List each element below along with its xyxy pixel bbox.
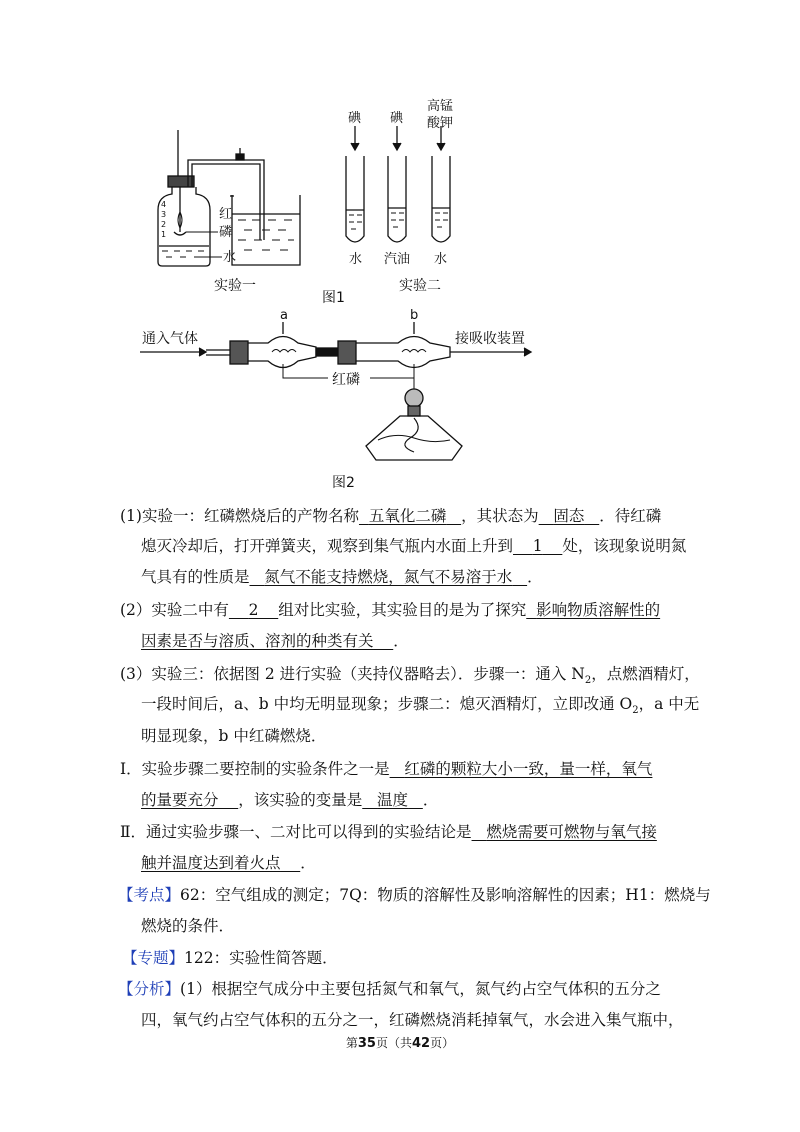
q3-text: ，点燃酒精灯， — [591, 665, 700, 683]
q3-line2 — [141, 694, 699, 721]
part1-text: Ⅰ．实验步骤二要控制的实验条件之一是 — [120, 760, 390, 778]
answer-text: 红磷的颗粒大小一致，量一样，氧气 — [404, 760, 653, 778]
page-footer — [0, 1034, 800, 1051]
tube1-bottom-label: 水 — [349, 252, 363, 267]
red-phosphorus-label-bottom: 磷 — [219, 225, 233, 240]
part1-answer-variable — [362, 791, 423, 809]
part2-answer-conclusion-cont — [141, 854, 300, 872]
q1-text: 熄灭冷却后，打开弹簧夹，观察到集气瓶内水面上升到 — [141, 537, 514, 555]
answer-text: 因素是否与溶质、溶剂的种类有关 — [141, 632, 374, 650]
point-a-label: a — [280, 308, 288, 323]
q3-text: 一段时间后，a、b 中均无明显现象；步骤二：熄灭酒精灯，立即改通 O — [141, 695, 633, 713]
q1-answer-property — [250, 568, 528, 586]
footer-text: 页（共 — [375, 1036, 412, 1050]
kaodian-tag: 【考点】 — [118, 886, 181, 904]
figure2-caption: 图2 — [332, 475, 355, 491]
page-number: 35 — [357, 1036, 376, 1051]
part2-line1 — [120, 822, 657, 842]
point-b-label: b — [410, 308, 419, 323]
fenxi-text: 四，氧气约占空气体积的五分之一，红磷燃烧消耗掉氧气，水会进入集气瓶中， — [141, 1011, 684, 1029]
part1-answer-condition-cont — [141, 791, 238, 809]
kaodian-line2 — [141, 916, 234, 936]
q3-text: ，a 中无 — [638, 695, 700, 713]
fenxi-tag: 【分析】 — [118, 980, 181, 998]
q1-line2 — [141, 536, 686, 556]
kaodian-line1 — [118, 885, 711, 905]
tube3-bottom-label: 水 — [434, 252, 448, 267]
answer-text: 温度 — [377, 791, 409, 809]
part1-line2 — [141, 790, 438, 810]
part2-answer-conclusion — [472, 823, 657, 841]
answer-text: 2 — [248, 601, 259, 619]
tube2-top-label: 碘 — [390, 111, 404, 126]
q3-subscript: 2 — [632, 705, 639, 717]
q2-line1 — [120, 600, 660, 620]
fenxi-line1 — [118, 979, 661, 999]
experiment2-apparatus — [346, 126, 450, 242]
part2-text: Ⅱ．通过实验步骤一、二对比可以得到的实验结论是 — [120, 823, 472, 841]
tube3-top-label-2: 酸钾 — [427, 116, 454, 131]
part1-answer-condition — [390, 760, 653, 778]
footer-text: 页） — [430, 1036, 455, 1050]
tube2-bottom-label: 汽油 — [384, 252, 411, 267]
footer-text: 第 — [345, 1036, 358, 1050]
scale-mark-3: 3 — [161, 210, 167, 219]
scale-mark-2: 2 — [161, 220, 167, 229]
q3-line1 — [120, 664, 700, 691]
fenxi-line2 — [141, 1010, 684, 1030]
zhuanti-tag: 【专题】 — [122, 949, 185, 967]
q3-subscript: 2 — [584, 675, 592, 687]
experiment2-label: 实验二 — [399, 278, 441, 294]
inlet-label: 通入气体 — [142, 331, 198, 347]
q1-text: ．待红磷 — [599, 507, 662, 525]
q1-text: ． — [527, 568, 543, 586]
water-label: 水 — [223, 250, 237, 265]
q1-answer-product — [359, 507, 461, 525]
experiment1-label: 实验一 — [214, 278, 256, 294]
part2-text: ． — [300, 854, 316, 872]
fenxi-text: (1）根据空气成分中主要包括氮气和氧气，氮气约占空气体积的五分之 — [180, 980, 661, 998]
q1-answer-level — [513, 537, 562, 555]
q2-text: 组对比实验，其实验目的是为了探究 — [278, 601, 527, 619]
q2-text: ． — [393, 632, 409, 650]
q2-answer-purpose-cont — [141, 632, 393, 650]
q3-line3 — [141, 726, 326, 746]
part1-text: ． — [422, 791, 439, 809]
zhuanti-line — [122, 948, 338, 968]
outlet-label: 接吸收装置 — [455, 331, 525, 347]
experiment1-apparatus — [158, 130, 300, 266]
kaodian-text: 燃烧的条件． — [141, 917, 235, 935]
q1-line3 — [141, 567, 543, 587]
q1-answer-state — [539, 507, 600, 525]
tube3-top-label-1: 高锰 — [427, 99, 454, 114]
q2-line2 — [141, 631, 409, 651]
q1-text: 处，该现象说明氮 — [562, 537, 687, 555]
q1-text: 气具有的性质是 — [141, 568, 250, 586]
zhuanti-text: 122：实验性简答题． — [184, 949, 338, 967]
part1-line1 — [120, 759, 652, 779]
q3-text: (3）实验三：依据图 2 进行实验（夹持仪器略去）．步骤一：通入 N — [120, 665, 585, 683]
q2-answer-purpose — [526, 601, 660, 619]
q1-text: (1)实验一：红磷燃烧后的产物名称 — [120, 507, 359, 525]
q3-text: 明显现象，b 中红磷燃烧． — [141, 727, 327, 745]
figure1-caption: 图1 — [322, 290, 345, 306]
tube1-top-label: 碘 — [348, 111, 362, 126]
q2-text: (2）实验二中有 — [120, 601, 229, 619]
q1-line1 — [120, 506, 661, 526]
answer-text: 的量要充分 — [141, 791, 219, 809]
answer-text: 固态 — [553, 507, 585, 525]
red-phosphorus-label-top: 红 — [219, 207, 233, 222]
answer-text: 五氧化二磷 — [368, 507, 447, 525]
scale-mark-1: 1 — [161, 230, 167, 239]
scale-mark-4: 4 — [161, 200, 167, 209]
answer-text: 氮气不能支持燃烧，氮气不易溶于水 — [264, 568, 513, 586]
answer-text: 1 — [532, 537, 543, 555]
answer-text: 燃烧需要可燃物与氧气接 — [486, 823, 657, 841]
part1-text: ，该实验的变量是 — [238, 791, 363, 809]
phosphorus-label: 红磷 — [332, 372, 360, 388]
figure-area — [0, 0, 800, 500]
answer-text: 触并温度达到着火点 — [141, 854, 281, 872]
kaodian-text: 62：空气组成的测定；7Q：物质的溶解性及影响溶解性的因素；H1：燃烧与 — [180, 886, 711, 904]
q2-answer-count — [229, 601, 278, 619]
answer-text: 影响物质溶解性的 — [536, 601, 661, 619]
q1-text: ，其状态为 — [461, 507, 539, 525]
total-pages: 42 — [412, 1036, 431, 1051]
part2-line2 — [141, 853, 316, 873]
